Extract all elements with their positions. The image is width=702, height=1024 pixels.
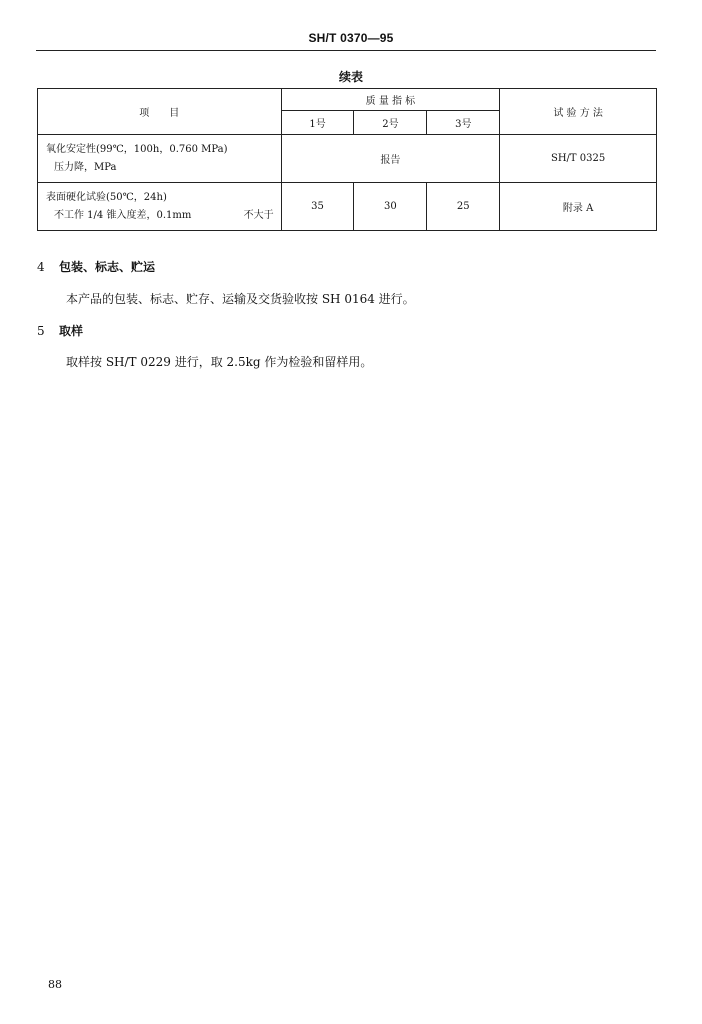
table-header-row [38,89,657,111]
row-item-line2-wrap [46,207,281,225]
header-grade-2: 2号 [354,111,427,135]
row-item-line2: 不工作 1/4 锥入度差，0.1mm [54,209,192,221]
header-grade-3: 3号 [427,111,500,135]
row-item-line1: 表面硬化试验(50℃，24h) [46,191,167,203]
specification-table [37,88,657,231]
header-quality-index: 质 量 指 标 [281,89,500,111]
row-method: 附录 A [500,183,657,231]
section-title: 取样 [59,324,84,338]
row-value-grade-2: 30 [354,183,427,231]
section-number: 5 [37,324,45,338]
row-value-grade-1: 35 [281,183,354,231]
row-item-line2: 压力降，MPa [54,161,117,173]
row-item-cell [38,135,282,183]
header-item: 项 目 [38,89,282,135]
section-number: 4 [37,260,45,274]
row-value-grade-3: 25 [427,183,500,231]
document-code-header: SH/T 0370—95 [308,31,394,45]
table-row [38,135,657,183]
row-item-cell [38,183,282,231]
section-heading [37,322,83,339]
page-number: 88 [48,978,62,991]
section-paragraph: 取样按 SH/T 0229 进行，取 2.5kg 作为检验和留样用。 [66,355,373,369]
header-grade-1: 1号 [281,111,354,135]
section-paragraph: 本产品的包装、标志、贮存、运输及交货验收按 SH 0164 进行。 [66,292,415,306]
section-heading [37,258,155,275]
row-method: SH/T 0325 [500,135,657,183]
header-rule [36,50,656,51]
table-title: 续表 [338,70,363,84]
header-test-method: 试 验 方 法 [500,89,657,135]
section-title: 包装、标志、贮运 [59,260,156,274]
table-row [38,183,657,231]
row-item-line1: 氧化安定性(99℃，100h，0.760 MPa) [46,143,228,155]
row-merged-value: 报告 [281,135,500,183]
row-item-limit: 不大于 [243,209,274,221]
